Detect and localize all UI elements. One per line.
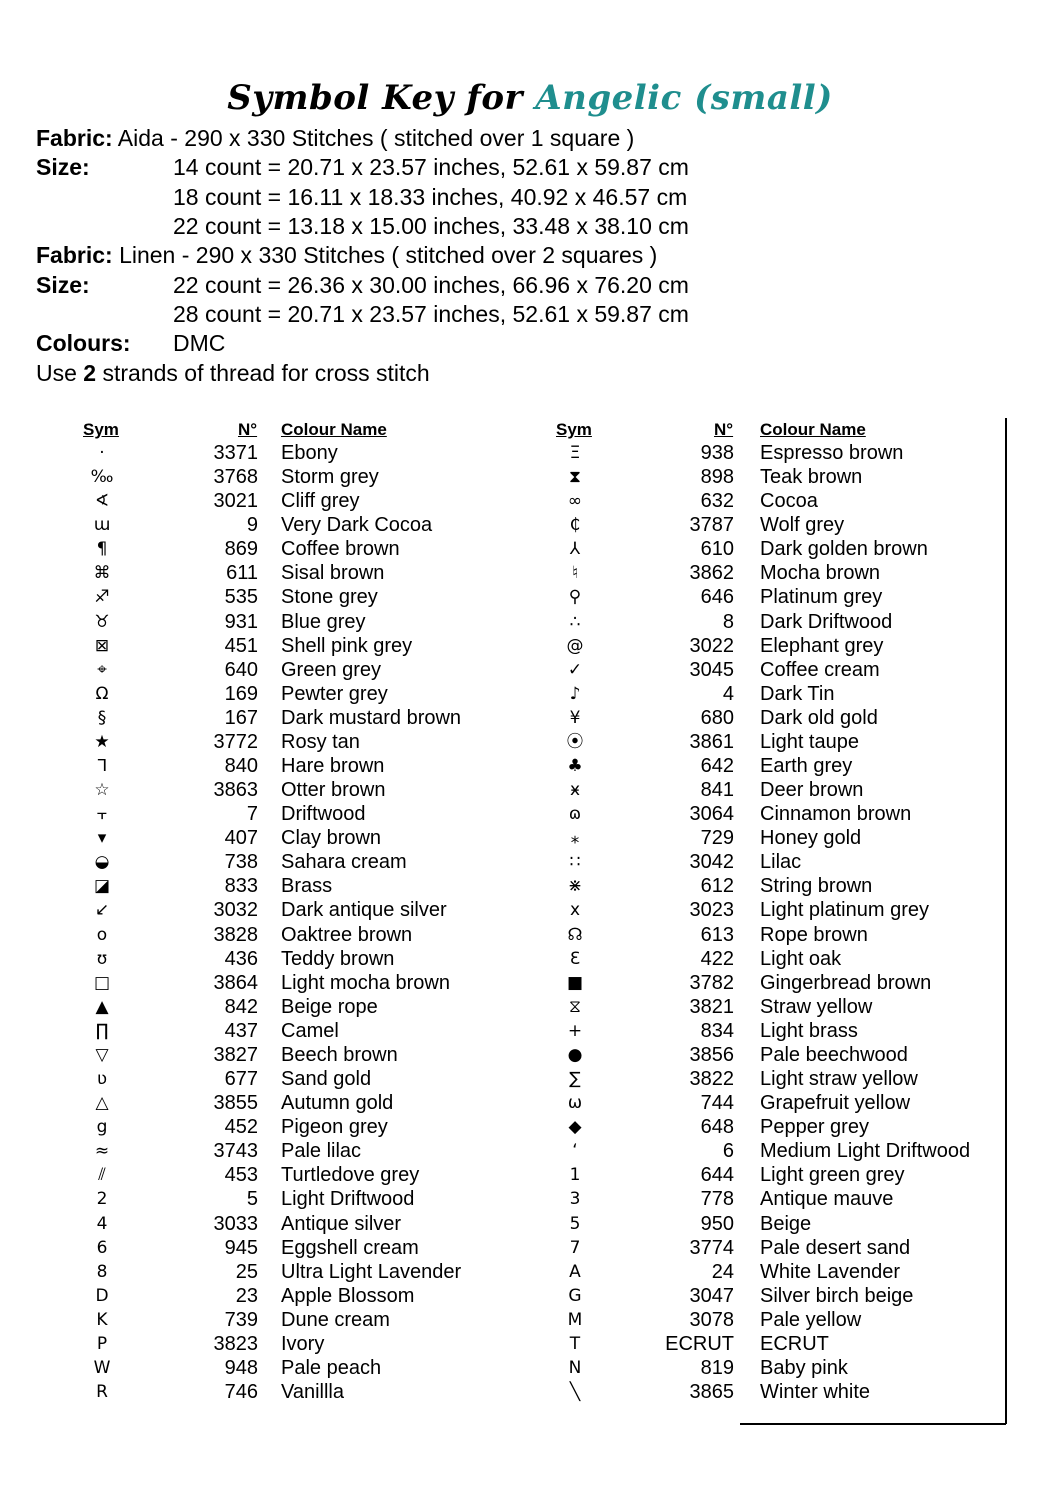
- stitch-symbol: ⦿: [566, 731, 584, 752]
- dmc-number: 834: [700, 1019, 734, 1042]
- stitch-symbol: W: [93, 1357, 111, 1378]
- right-sym-header: Sym: [556, 420, 592, 439]
- dmc-number: 842: [224, 995, 258, 1018]
- colour-name: Storm grey: [281, 466, 379, 489]
- dmc-number: 436: [224, 947, 258, 970]
- info-value: 28 count = 20.71 x 23.57 inches, 52.61 x 59.87 cm: [173, 301, 689, 327]
- stitch-symbol: ♉: [94, 611, 110, 632]
- dmc-number: 3772: [213, 730, 258, 753]
- stitch-symbol: M: [567, 1309, 583, 1330]
- colour-name: Earth grey: [760, 755, 853, 778]
- colour-name: Beech brown: [281, 1043, 398, 1066]
- stitch-symbol: ⧗: [569, 467, 581, 488]
- stitch-symbol: ӿ: [569, 780, 581, 801]
- stitch-symbol: ⊠: [94, 635, 110, 656]
- info-value: 22 count = 13.18 x 15.00 inches, 33.48 x 38.10 cm: [173, 213, 689, 239]
- stitch-symbol: ∏: [95, 1020, 109, 1041]
- dmc-number: 642: [700, 755, 734, 778]
- dmc-number: 7: [246, 803, 258, 826]
- info-value: 14 count = 20.71 x 23.57 inches, 52.61 x 59.87 cm: [173, 154, 689, 180]
- colour-name: Stone grey: [281, 586, 378, 609]
- colour-name: Cinnamon brown: [760, 803, 912, 826]
- dmc-number: 4: [722, 682, 734, 705]
- dmc-number: 167: [224, 706, 258, 729]
- dmc-number: 739: [224, 1308, 258, 1331]
- colour-name: Blue grey: [281, 610, 366, 633]
- dmc-number: 680: [700, 706, 734, 729]
- colour-name: Oaktree brown: [281, 923, 413, 946]
- stitch-symbol: ◪: [93, 876, 111, 897]
- dmc-number: 3032: [213, 899, 258, 922]
- colour-name: Otter brown: [281, 779, 386, 802]
- dmc-number: 3862: [689, 562, 734, 585]
- dmc-number: 948: [224, 1356, 258, 1379]
- colour-name: Very Dark Cocoa: [281, 514, 433, 537]
- left-name-header: Colour Name: [281, 420, 387, 439]
- stitch-symbol: N: [568, 1357, 582, 1378]
- info-label: Fabric:: [36, 242, 113, 268]
- stitch-symbol: K: [96, 1309, 108, 1330]
- info-line: [36, 153, 689, 182]
- dmc-number: 3023: [689, 899, 734, 922]
- colour-name: Dune cream: [281, 1308, 390, 1331]
- stitch-symbol: ⚲: [568, 587, 582, 608]
- stitch-symbol: ¶: [96, 539, 108, 560]
- dmc-number: 6: [722, 1140, 734, 1163]
- colour-name: Pewter grey: [281, 682, 388, 705]
- colour-name: Beige rope: [281, 995, 378, 1018]
- dmc-number: 23: [235, 1284, 258, 1307]
- title-prefix: Symbol Key for: [227, 78, 523, 118]
- colour-name: Light platinum grey: [760, 899, 929, 922]
- stitch-symbol: ⌘: [93, 563, 111, 584]
- stitch-symbol: ⫟: [96, 804, 108, 825]
- border-bottom: [740, 1423, 1006, 1425]
- dmc-number: 3042: [689, 851, 734, 874]
- stitch-symbol: G: [568, 1285, 582, 1306]
- info-value: DMC: [173, 330, 226, 356]
- stitch-symbol: ♐: [94, 587, 110, 608]
- dmc-number: 3865: [689, 1381, 734, 1404]
- info-label: Fabric:: [36, 125, 113, 151]
- dmc-number: 3045: [689, 658, 734, 681]
- colour-name: Turtledove grey: [281, 1164, 420, 1187]
- dmc-number: 3064: [689, 803, 734, 826]
- dmc-number: 452: [224, 1116, 258, 1139]
- colour-name: Coffee cream: [760, 658, 880, 681]
- dmc-number: ECRUT: [665, 1332, 734, 1355]
- stitch-symbol: A: [569, 1261, 581, 1282]
- colour-name: Medium Light Driftwood: [760, 1140, 971, 1163]
- colour-name: Light straw yellow: [760, 1068, 918, 1091]
- stitch-symbol: ✓: [567, 659, 583, 680]
- stitch-symbol: ᒣ: [96, 756, 108, 777]
- stitch-symbol: Ξ: [569, 443, 581, 463]
- stitch-symbol: ⋇: [567, 876, 583, 897]
- dmc-number: 3821: [689, 995, 734, 1018]
- colour-name: Elephant grey: [760, 634, 884, 657]
- stitch-symbol: ■: [566, 972, 584, 993]
- dmc-number: 613: [700, 923, 734, 946]
- colour-name: Dark Driftwood: [760, 610, 893, 633]
- dmc-number: 931: [224, 610, 258, 633]
- info-line: [36, 329, 226, 358]
- colour-name: Dark Tin: [760, 682, 835, 705]
- colour-name: Coffee brown: [281, 538, 400, 561]
- stitch-symbol: 3: [569, 1189, 581, 1210]
- dmc-number: 3828: [213, 923, 258, 946]
- dmc-number: 169: [224, 682, 258, 705]
- colour-name: Silver birch beige: [760, 1284, 914, 1307]
- stitch-symbol: Ω: [95, 683, 109, 704]
- stitch-symbol: ╲: [569, 1382, 581, 1403]
- dmc-number: 644: [700, 1164, 734, 1187]
- dmc-number: 451: [224, 634, 258, 657]
- strands-note: Use 2 strands of thread for cross stitch: [36, 360, 430, 386]
- stitch-symbol: ɯ: [93, 515, 111, 536]
- dmc-number: 3823: [213, 1332, 258, 1355]
- stitch-symbol: ≈: [94, 1141, 110, 1162]
- dmc-number: 3863: [213, 779, 258, 802]
- dmc-number: 744: [700, 1092, 734, 1115]
- stitch-symbol: ∷: [569, 852, 581, 873]
- colour-name: Teddy brown: [281, 947, 395, 970]
- stitch-symbol: g: [96, 1117, 108, 1138]
- colour-name: Light oak: [760, 947, 842, 970]
- stitch-symbol: ·: [99, 443, 105, 463]
- dmc-number: 840: [224, 755, 258, 778]
- dmc-number: 898: [700, 466, 734, 489]
- colour-name: ECRUT: [760, 1332, 829, 1355]
- stitch-symbol: o: [96, 924, 108, 945]
- dmc-number: 3047: [689, 1284, 734, 1307]
- dmc-number: 407: [224, 827, 258, 850]
- stitch-symbol: D: [95, 1285, 109, 1306]
- dmc-number: 3855: [213, 1092, 258, 1115]
- stitch-symbol: ⌖: [97, 659, 107, 680]
- stitch-symbol: ∑: [569, 1069, 581, 1090]
- stitch-symbol: ☊: [567, 924, 583, 945]
- dmc-number: 25: [235, 1260, 258, 1283]
- colour-name: Pale yellow: [760, 1308, 862, 1331]
- dmc-number: 945: [224, 1236, 258, 1259]
- colour-name: Espresso brown: [760, 442, 904, 464]
- dmc-number: 746: [224, 1381, 258, 1404]
- colour-name: Dark antique silver: [281, 899, 447, 922]
- colour-name: Ebony: [281, 442, 338, 464]
- dmc-number: 677: [224, 1068, 258, 1091]
- dmc-number: 3033: [213, 1212, 258, 1235]
- dmc-number: 3371: [213, 442, 258, 464]
- right-num-header: N°: [714, 420, 734, 439]
- dmc-number: 3774: [689, 1236, 734, 1259]
- stitch-symbol: ♪: [569, 683, 581, 704]
- colour-name: Hare brown: [281, 755, 385, 778]
- colour-name: Grapefruit yellow: [760, 1092, 911, 1115]
- dmc-number: 3822: [689, 1068, 734, 1091]
- colour-name: Rosy tan: [281, 730, 360, 753]
- stitch-symbol: ∢: [94, 491, 110, 512]
- info-value: 18 count = 16.11 x 18.33 inches, 40.92 x 46.57 cm: [173, 184, 688, 210]
- dmc-number: 612: [700, 875, 734, 898]
- info-value: 22 count = 26.36 x 30.00 inches, 66.96 x 76.20 cm: [173, 272, 689, 298]
- stitch-symbol: 1: [569, 1165, 581, 1186]
- dmc-number: 24: [711, 1260, 734, 1283]
- border-right: [1005, 418, 1007, 1424]
- colour-name: Antique mauve: [760, 1188, 894, 1211]
- dmc-number: 3827: [213, 1043, 258, 1066]
- dmc-number: 3022: [689, 634, 734, 657]
- colour-name: Honey gold: [760, 827, 862, 850]
- stitch-symbol: ω: [567, 1093, 583, 1114]
- colour-name: Teak brown: [760, 466, 863, 489]
- dmc-number: 610: [700, 538, 734, 561]
- dmc-number: 3021: [213, 490, 258, 513]
- dmc-number: 3078: [689, 1308, 734, 1331]
- stitch-symbol: ¥: [569, 707, 581, 728]
- stitch-symbol: 7: [569, 1237, 581, 1258]
- stitch-symbol: T: [569, 1333, 581, 1354]
- colour-name: Platinum grey: [760, 586, 883, 609]
- colour-name: Eggshell cream: [281, 1236, 419, 1259]
- stitch-symbol: ⧖: [569, 996, 581, 1017]
- colour-name: Dark old gold: [760, 706, 878, 729]
- stitch-symbol: Ɛ: [569, 948, 581, 969]
- colour-name: Ultra Light Lavender: [281, 1260, 462, 1283]
- colour-name: Dark golden brown: [760, 538, 928, 561]
- dmc-number: 778: [700, 1188, 734, 1211]
- stitch-symbol: 6: [96, 1237, 108, 1258]
- info-text: Linen - 290 x 330 Stitches ( stitched over 2 squares ): [112, 242, 658, 268]
- dmc-number: 833: [224, 875, 258, 898]
- dmc-number: 453: [224, 1164, 258, 1187]
- stitch-symbol: ★: [94, 731, 110, 752]
- colour-name: Light brass: [760, 1019, 858, 1042]
- stitch-symbol: ↙: [94, 900, 110, 921]
- colour-name: Antique silver: [281, 1212, 402, 1235]
- stitch-symbol: 5: [569, 1213, 581, 1234]
- colour-name: Light Driftwood: [281, 1188, 415, 1211]
- stitch-symbol: 8: [96, 1261, 108, 1282]
- dmc-number: 3856: [689, 1043, 734, 1066]
- colour-name: Dark mustard brown: [281, 706, 462, 729]
- stitch-symbol: ɷ: [568, 804, 582, 825]
- colour-name: Pale desert sand: [760, 1236, 911, 1259]
- stitch-symbol: ♮: [571, 563, 579, 584]
- dmc-number: 9: [246, 514, 258, 537]
- info-line: [36, 241, 657, 270]
- stitch-symbol: ʊ: [96, 948, 108, 969]
- colour-name: Sand gold: [281, 1068, 372, 1091]
- stitch-symbol: ⅄: [569, 539, 581, 560]
- dmc-number: 8: [722, 610, 734, 633]
- colour-name: Green grey: [281, 658, 382, 681]
- info-line: [36, 271, 689, 300]
- dmc-number: 869: [224, 538, 258, 561]
- dmc-number: 5: [246, 1188, 258, 1211]
- right-name-header: Colour Name: [760, 420, 866, 439]
- info-label: Size:: [36, 272, 90, 298]
- colour-name: Baby pink: [760, 1356, 848, 1379]
- stitch-symbol: ◒: [94, 852, 110, 873]
- colour-name: Mocha brown: [760, 562, 881, 585]
- stitch-symbol: ♣: [567, 756, 583, 777]
- dmc-number: 3787: [689, 514, 734, 537]
- colour-name: Pale beechwood: [760, 1043, 908, 1066]
- stitch-symbol: ⫽: [98, 1165, 106, 1186]
- colour-name: Brass: [281, 875, 333, 898]
- dmc-number: 3864: [213, 971, 258, 994]
- dmc-number: 611: [226, 562, 258, 585]
- colour-name: Rope brown: [760, 923, 868, 946]
- dmc-number: 3782: [689, 971, 734, 994]
- info-label: Size:: [36, 154, 90, 180]
- dmc-number: 729: [700, 827, 734, 850]
- stitch-symbol: ‰: [90, 467, 114, 488]
- colour-name: String brown: [760, 875, 873, 898]
- stitch-symbol: x: [569, 900, 581, 921]
- colour-name: Wolf grey: [760, 514, 845, 537]
- colour-name: Ivory: [281, 1332, 325, 1355]
- colour-name: Pale lilac: [281, 1140, 362, 1163]
- dmc-number: 938: [700, 442, 734, 464]
- dmc-number: 3768: [213, 466, 258, 489]
- design-name: Angelic (small): [535, 78, 833, 118]
- stitch-symbol: ⁎: [570, 828, 580, 849]
- colour-name: Gingerbread brown: [760, 971, 932, 994]
- colour-name: Light green grey: [760, 1164, 905, 1187]
- stitch-symbol: ●: [567, 1044, 583, 1065]
- stitch-symbol: ʋ: [96, 1069, 108, 1090]
- dmc-number: 437: [224, 1019, 258, 1042]
- dmc-number: 738: [224, 851, 258, 874]
- dmc-number: 648: [700, 1116, 734, 1139]
- colour-name: Apple Blossom: [281, 1284, 415, 1307]
- colour-name: Light mocha brown: [281, 971, 450, 994]
- left-num-header: N°: [238, 420, 258, 439]
- dmc-number: 632: [700, 490, 734, 513]
- dmc-number: 950: [700, 1212, 734, 1235]
- stitch-symbol: ▽: [95, 1044, 109, 1065]
- info-text: Aida - 290 x 330 Stitches ( stitched over 1 square ): [112, 125, 635, 151]
- colour-name: Pigeon grey: [281, 1116, 388, 1139]
- colour-name: Camel: [281, 1019, 339, 1042]
- stitch-symbol: R: [96, 1382, 108, 1403]
- colour-name: Beige: [760, 1212, 812, 1235]
- colour-name: Driftwood: [281, 803, 366, 826]
- colour-name: Shell pink grey: [281, 634, 413, 657]
- colour-name: Straw yellow: [760, 995, 873, 1018]
- dmc-number: 646: [700, 586, 734, 609]
- stitch-symbol: 4: [96, 1213, 108, 1234]
- stitch-symbol: P: [96, 1333, 108, 1354]
- colour-name: Lilac: [760, 851, 802, 874]
- stitch-symbol: §: [97, 707, 107, 728]
- stitch-symbol: ☆: [94, 780, 110, 801]
- colour-name: Sisal brown: [281, 562, 385, 585]
- dmc-number: 3743: [213, 1140, 258, 1163]
- stitch-symbol: ∞: [567, 491, 583, 512]
- stitch-symbol: ▲: [95, 996, 109, 1017]
- stitch-symbol: 2: [96, 1189, 108, 1210]
- colour-name: Winter white: [760, 1381, 871, 1404]
- colour-name: Cliff grey: [281, 490, 360, 513]
- colour-name: Pepper grey: [760, 1116, 869, 1139]
- stitch-symbol: □: [93, 972, 111, 993]
- stitch-symbol: ∴: [569, 611, 581, 632]
- stitch-symbol: △: [95, 1093, 109, 1114]
- dmc-number: 3861: [689, 730, 734, 753]
- colour-name: Clay brown: [281, 827, 382, 850]
- colour-name: Vanillla: [281, 1381, 344, 1404]
- dmc-number: 422: [700, 947, 734, 970]
- stitch-symbol: ▾: [97, 828, 107, 849]
- dmc-number: 535: [224, 586, 258, 609]
- colour-name: White Lavender: [760, 1260, 901, 1283]
- dmc-number: 841: [700, 779, 734, 802]
- colour-name: Pale peach: [281, 1356, 382, 1379]
- stitch-symbol: @: [566, 635, 584, 656]
- colour-name: Light taupe: [760, 730, 859, 753]
- stitch-symbol: ◆: [568, 1117, 582, 1138]
- colour-name: Cocoa: [760, 490, 818, 513]
- colour-name: Deer brown: [760, 779, 864, 802]
- colour-name: Sahara cream: [281, 851, 407, 874]
- colour-name: Autumn gold: [281, 1092, 394, 1115]
- stitch-symbol: +: [567, 1020, 583, 1041]
- info-label: Colours:: [36, 330, 131, 356]
- left-sym-header: Sym: [83, 420, 119, 439]
- page-title: [0, 78, 1060, 118]
- dmc-number: 819: [700, 1356, 734, 1379]
- info-line: [36, 124, 634, 153]
- dmc-number: 640: [224, 658, 258, 681]
- stitch-symbol: ₵: [569, 515, 581, 536]
- stitch-symbol: ʻ: [572, 1141, 578, 1162]
